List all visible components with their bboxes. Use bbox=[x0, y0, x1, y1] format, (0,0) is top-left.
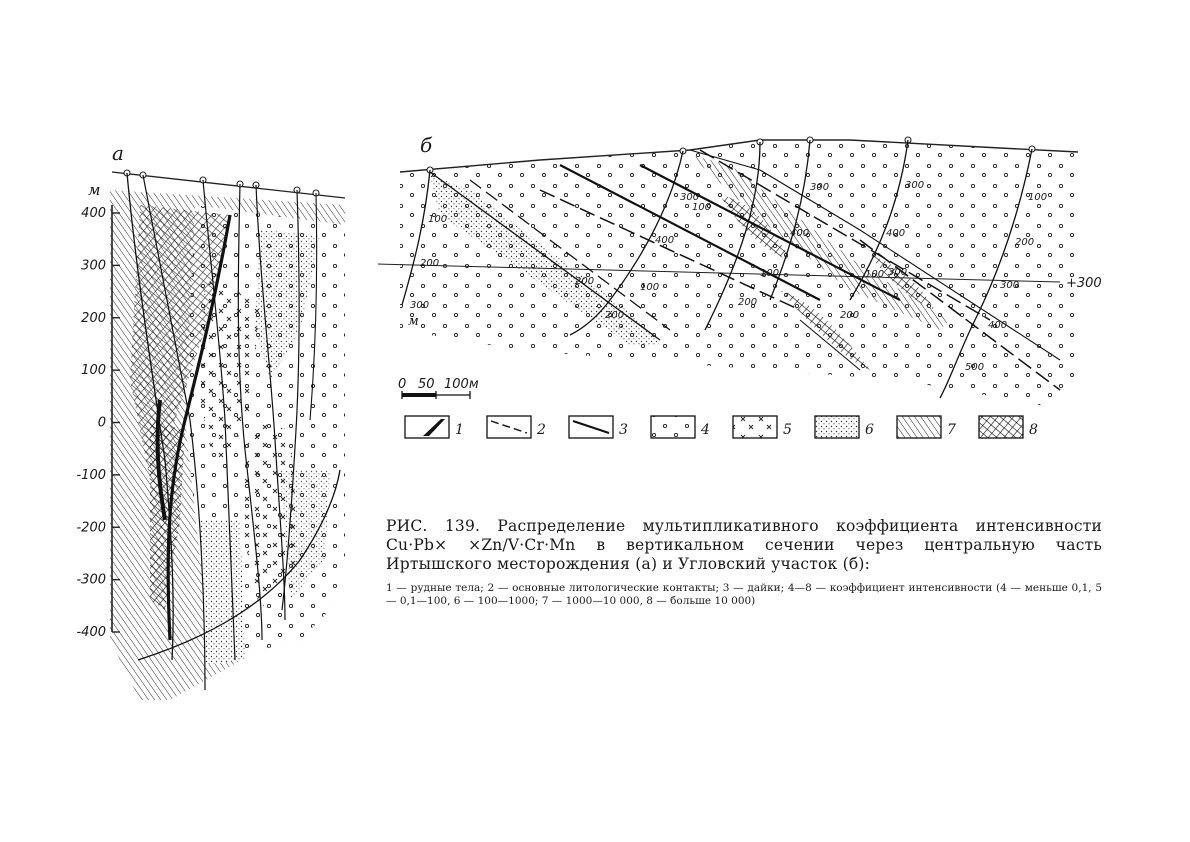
depth-tick-label: -100 bbox=[76, 467, 106, 483]
legend-number: 7 bbox=[947, 422, 956, 438]
depth-label: 100 bbox=[692, 202, 712, 213]
caption-title: РИС. 139. Распределение мультипликативного коэффициента интенсивности Cu·Pb× ×Zn/V·Cr·Mn в вертикальном сечении через центральную часть Иртышского месторождения (а) и Угловский участок (б): bbox=[386, 517, 1102, 573]
legend-item-7 bbox=[897, 416, 956, 438]
depth-label: 300 bbox=[888, 267, 908, 278]
legend-item-5 bbox=[733, 416, 792, 438]
legend-number: 5 bbox=[783, 422, 792, 438]
panel-b-unit: м bbox=[408, 314, 419, 329]
depth-label: 300 bbox=[680, 192, 700, 203]
legend-item-1 bbox=[405, 416, 464, 438]
legend-number: 3 bbox=[619, 422, 628, 438]
depth-tick-label: 300 bbox=[81, 258, 106, 274]
caption-legend bbox=[386, 582, 1102, 608]
legend-item-8 bbox=[979, 416, 1038, 438]
panel-a-unit: м bbox=[88, 181, 101, 199]
depth-label: 200 bbox=[575, 276, 595, 287]
legend-number: 8 bbox=[1029, 422, 1038, 438]
legend-item-4 bbox=[651, 416, 710, 438]
depth-label: 100 bbox=[640, 282, 660, 293]
depth-label: 200 bbox=[1015, 237, 1035, 248]
depth-label: 100 bbox=[1028, 192, 1048, 203]
legend-number: 4 bbox=[701, 422, 710, 438]
scale-bar bbox=[398, 377, 479, 399]
depth-label: 100 bbox=[760, 268, 780, 279]
section-a-body bbox=[110, 190, 350, 710]
right-level-marker: +300 bbox=[1066, 276, 1102, 291]
depth-tick-label: -200 bbox=[76, 520, 106, 536]
legend bbox=[405, 416, 1038, 438]
depth-label: 400 bbox=[886, 228, 906, 239]
legend-number: 6 bbox=[865, 422, 874, 438]
depth-label: 400 bbox=[988, 320, 1008, 331]
depth-label: 100 bbox=[865, 269, 885, 280]
depth-label: 400 bbox=[655, 235, 675, 246]
depth-tick-label: -400 bbox=[76, 625, 106, 640]
depth-tick-label: 0 bbox=[97, 415, 106, 431]
legend-number: 2 bbox=[537, 422, 546, 438]
panel-a-section bbox=[76, 141, 350, 710]
depth-label: 200 bbox=[840, 310, 860, 321]
panel-b-label: б bbox=[420, 133, 433, 157]
panel-a-label: а bbox=[112, 141, 124, 165]
legend-number: 1 bbox=[455, 422, 464, 438]
depth-label: 200 bbox=[738, 297, 758, 308]
depth-label: 300 bbox=[1000, 280, 1020, 291]
panel-b-section bbox=[378, 133, 1102, 438]
left-tick-100: 100 bbox=[428, 214, 448, 225]
legend-item-2 bbox=[487, 416, 546, 438]
left-tick-300: 300 bbox=[410, 300, 430, 311]
caption-legend-text: 1 — рудные тела; 2 — основные литологические контакты; 3 — дайки; 4—8 — коэффициент интенсивности (4 — меньше 0,1, 5 — 0,1—100, 6 — 100—1000; 7 — 1000—10 000, 8 — больше 10 000) bbox=[386, 582, 1102, 607]
depth-label: 200 bbox=[605, 310, 625, 321]
scale-tick-100: 100м bbox=[444, 377, 479, 392]
depth-label: 300 bbox=[905, 180, 925, 191]
depth-label: 400 bbox=[790, 228, 810, 239]
depth-tick-label: 200 bbox=[81, 310, 106, 326]
legend-item-3 bbox=[569, 416, 628, 438]
depth-tick-label: 100 bbox=[81, 363, 106, 379]
left-tick-200: 200 bbox=[420, 258, 440, 269]
depth-tick-label: -300 bbox=[76, 572, 106, 588]
depth-label: 500 bbox=[965, 362, 985, 373]
depth-tick-label: 400 bbox=[81, 206, 106, 221]
scale-tick-50: 50 bbox=[418, 377, 435, 392]
figure-caption bbox=[386, 517, 1102, 608]
scale-tick-0: 0 bbox=[398, 377, 407, 392]
depth-label: 300 bbox=[810, 182, 830, 193]
legend-item-6 bbox=[815, 416, 874, 438]
